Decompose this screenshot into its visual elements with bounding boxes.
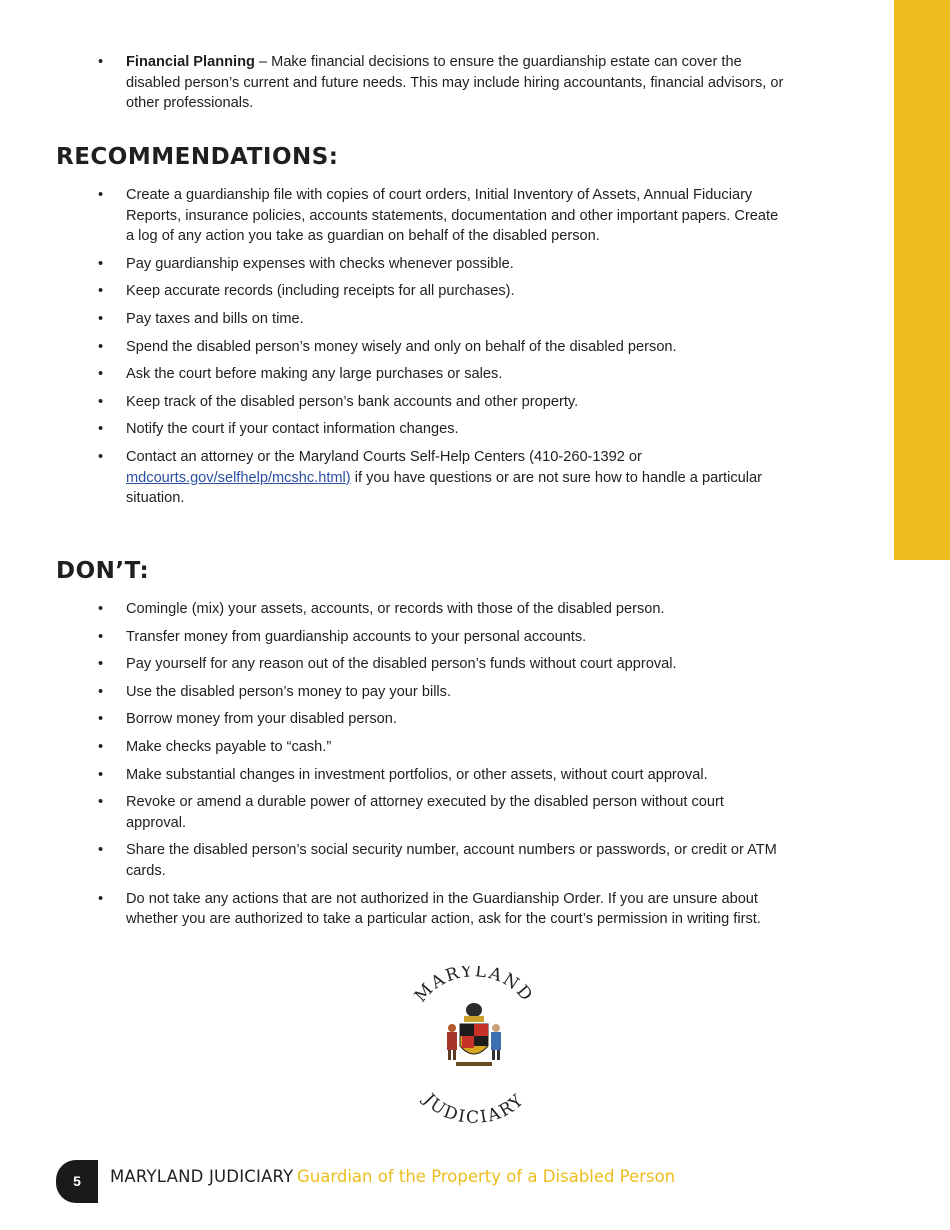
footer-brand: MARYLAND JUDICIARY (110, 1167, 294, 1186)
list-item: • Borrow money from your disabled person. (56, 709, 786, 730)
maryland-judiciary-seal (398, 966, 550, 1132)
dont-section (56, 599, 786, 937)
dont-list (56, 599, 786, 930)
list-item: • Pay yourself for any reason out of the disabled person’s funds without court approval. (56, 654, 786, 675)
intro-list (56, 52, 786, 114)
contact-text-after: if you have questions or are not sure how to handle a particular situation. (126, 469, 762, 507)
list-item: • Notify the court if your contact information changes. (56, 419, 786, 440)
seal-icon (398, 966, 550, 1132)
recommendations-heading: RECOMMENDATIONS: (56, 144, 339, 170)
svg-text:MARYLAND (411, 966, 537, 1007)
recommendations-list (56, 185, 786, 509)
list-item (56, 52, 786, 114)
seal-bottom-text: JUDICIARY (419, 1089, 529, 1128)
intro-section (56, 52, 786, 121)
list-item: • Spend the disabled person’s money wisely and only on behalf of the disabled person. (56, 337, 786, 358)
footer-subtitle: Guardian of the Property of a Disabled Person (297, 1167, 676, 1186)
list-item: • Pay taxes and bills on time. (56, 309, 786, 330)
list-item: • Use the disabled person’s money to pay your bills. (56, 682, 786, 703)
recommendations-section (56, 185, 786, 516)
list-item-contact (56, 447, 786, 509)
contact-text-before: Contact an attorney or the Maryland Courts Self-Help Centers (410-260-1392 or (126, 448, 642, 465)
list-item-text: – Make financial decisions to ensure the guardianship estate can cover the disabled person’s current and future needs. This may include hiring accountants, financial advisors, or other professionals. (126, 54, 784, 112)
list-item: • Transfer money from guardianship accounts to your personal accounts. (56, 627, 786, 648)
dont-heading: DON’T: (56, 558, 150, 584)
side-accent-tab (894, 0, 950, 560)
list-item: • Share the disabled person’s social security number, account numbers or passwords, or credit or ATM cards. (56, 840, 786, 881)
list-item: • Pay guardianship expenses with checks whenever possible. (56, 254, 786, 275)
self-help-link[interactable]: mdcourts.gov/selfhelp/mcshc.html) (126, 469, 351, 486)
list-item: • Make substantial changes in investment portfolios, or other assets, without court approval. (56, 765, 786, 786)
page-number: 5 (56, 1160, 98, 1203)
list-item: • Keep track of the disabled person’s bank accounts and other property. (56, 392, 786, 413)
list-item: • Ask the court before making any large purchases or sales. (56, 364, 786, 385)
list-item: • Comingle (mix) your assets, accounts, or records with those of the disabled person. (56, 599, 786, 620)
svg-text:JUDICIARY (418, 1089, 529, 1128)
list-item: • Do not take any actions that are not authorized in the Guardianship Order. If you are unsure about whether you are authorized to take a particular action, ask for the court’s permission in writing first. (56, 889, 786, 930)
list-item: • Keep accurate records (including receipts for all purchases). (56, 281, 786, 302)
list-item: • Create a guardianship file with copies of court orders, Initial Inventory of Assets, Annual Fiduciary Reports, insurance policies, accounts statements, documentation and other important papers. Create a log of any action you take as guardian on behalf of the disabled person. (56, 185, 786, 247)
list-item: • Make checks payable to “cash.” (56, 737, 786, 758)
list-item: • Revoke or amend a durable power of attorney executed by the disabled person without court approval. (56, 792, 786, 833)
list-item-lead: Financial Planning (126, 54, 255, 70)
coat-of-arms-icon (447, 1003, 501, 1066)
seal-top-text: MARYLAND (410, 966, 538, 1007)
